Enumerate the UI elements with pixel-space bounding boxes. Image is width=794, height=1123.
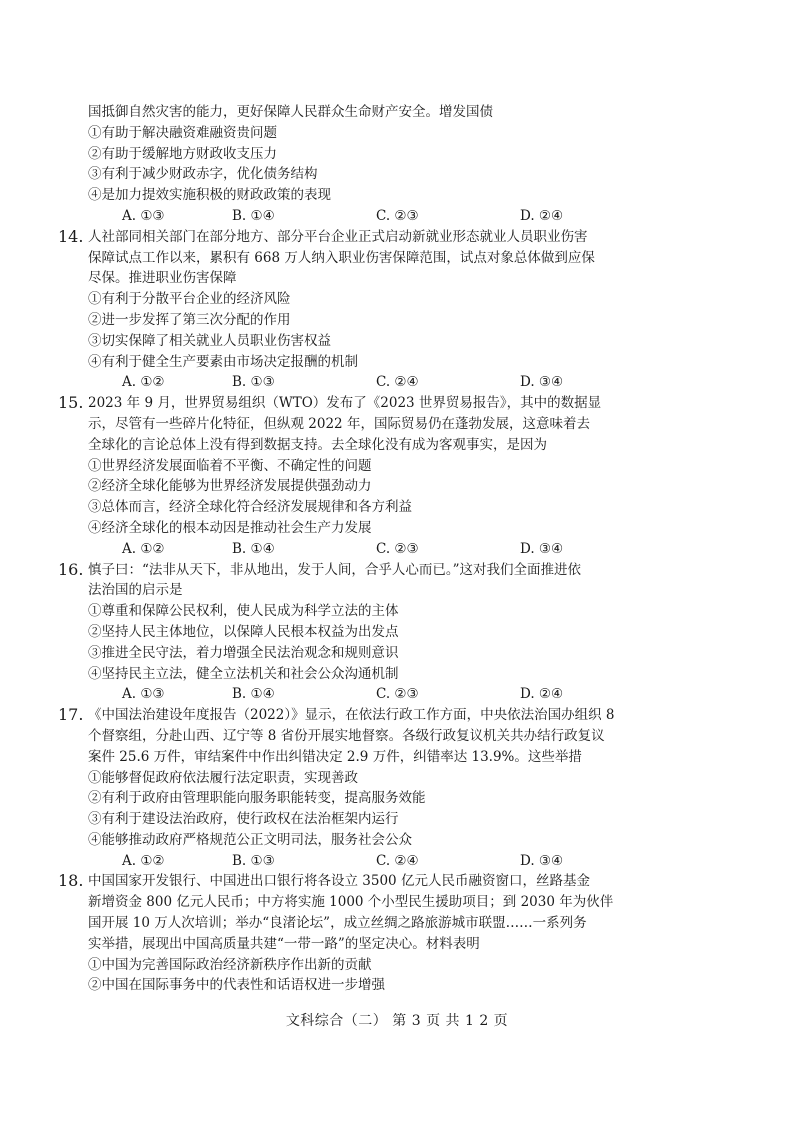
answer-choices <box>88 206 690 227</box>
answer-choices <box>88 539 690 560</box>
answer-choice: D. ②④ <box>520 207 564 224</box>
question-text-line: 示，尽管有一些碎片化特征，但纵观 2022 年，国际贸易仍在蓬勃发展，这意味着去 <box>88 415 590 432</box>
option-line: ③有利于减少财政赤字，优化债务结构 <box>88 166 318 183</box>
question-text-line: ②中国在国际事务中的代表性和话语权进一步增强 <box>88 977 385 994</box>
answer-choice: C. ②③ <box>376 686 419 703</box>
question-text-line: ②经济全球化能够为世界经济发展提供强劲动力 <box>88 478 372 495</box>
question-text-line: 国开展 10 万人次培训；举办“良渚论坛”，成立丝绸之路旅游城市联盟……一系列务 <box>88 915 587 932</box>
answer-choice: C. ②④ <box>376 852 419 869</box>
question-text-line: ④坚持民主立法，健全立法机关和社会公众沟通机制 <box>88 665 399 682</box>
answer-choice: A. ①② <box>122 852 165 869</box>
question-text-line: 新增资金 800 亿元人民币；中方将实施 1000 个小型民生援助项目；到 2030 年为伙伴 <box>88 894 614 911</box>
question-text-line: 2023 年 9 月，世界贸易组织（WTO）发布了《2023 世界贸易报告》，其中的数据显 <box>88 395 602 412</box>
question-number: 18. <box>58 871 84 891</box>
option-line: ④是加力提效实施积极的财政政策的表现 <box>88 187 331 204</box>
question-text-line: ④经济全球化的根本动因是推动社会生产力发展 <box>88 519 372 536</box>
answer-choices <box>88 684 690 705</box>
answer-choice: B. ①④ <box>232 686 275 703</box>
answer-choice: A. ①③ <box>122 686 165 703</box>
question-text-line: ②有利于政府由管理职能向服务职能转变，提高服务效能 <box>88 790 426 807</box>
question-text-line: ③有利于建设法治政府，使行政权在法治框架内运行 <box>88 811 399 828</box>
question-text-line: ③推进全民守法，着力增强全民法治观念和规则意识 <box>88 644 399 661</box>
answer-choice: B. ①③ <box>232 374 275 391</box>
question-number: 14. <box>58 226 84 246</box>
question-stem-line: 国抵御自然灾害的能力，更好保障人民群众生命财产安全。增发国债 <box>88 104 493 120</box>
question-text-line: 案件 25.6 万件，审结案件中作出纠错决定 2.9 万件，纠错率达 13.9%。这些举措 <box>88 748 582 765</box>
question-text-line: ②进一步发挥了第三次分配的作用 <box>88 311 291 328</box>
answer-choice: C. ②④ <box>376 374 419 391</box>
question-13-continuation <box>88 102 690 227</box>
question-text-line: ①世界经济发展面临着不平衡、不确定性的问题 <box>88 457 372 474</box>
question-block <box>58 226 690 393</box>
answer-choice: C. ②③ <box>376 207 419 224</box>
answer-choice: B. ①④ <box>232 207 275 224</box>
question-text-line: 实举措，展现出中国高质量共建“一带一路”的坚定决心。材料表明 <box>88 935 480 952</box>
question-text-line: ②坚持人民主体地位，以保障人民根本权益为出发点 <box>88 623 399 640</box>
answer-choice: B. ①④ <box>232 540 275 557</box>
answer-choice: B. ①③ <box>232 852 275 869</box>
question-text-line: ③切实保障了相关就业人员职业伤害权益 <box>88 332 331 349</box>
answer-choice: D. ③④ <box>520 852 564 869</box>
question-text-line: ①能够督促政府依法履行法定职责，实现善政 <box>88 769 358 786</box>
question-text-line: 人社部同相关部门在部分地方、部分平台企业正式启动新就业形态就业人员职业伤害 <box>88 228 588 245</box>
question-text-line: 法治国的启示是 <box>88 582 183 599</box>
question-text-line: ③总体而言，经济全球化符合经济发展规律和各方利益 <box>88 499 412 516</box>
answer-choice: C. ②③ <box>376 540 419 557</box>
question-text-line: ①中国为完善国际政治经济新秩序作出新的贡献 <box>88 956 372 973</box>
answer-choice: D. ③④ <box>520 374 564 391</box>
question-text-line: ④有利于健全生产要素由市场决定报酬的机制 <box>88 353 358 370</box>
answer-choice: A. ①③ <box>122 207 165 224</box>
question-text-line: 尽保。推进职业伤害保障 <box>88 270 237 287</box>
question-block <box>58 393 690 559</box>
question-block <box>58 871 690 996</box>
answer-choice: D. ③④ <box>520 540 564 557</box>
question-text-line: 全球化的言论总体上没有得到数据支持。去全球化没有成为客观事实，是因为 <box>88 436 547 453</box>
answer-choice: A. ①② <box>122 374 165 391</box>
answer-choices <box>88 372 690 393</box>
question-text-line: ①有利于分散平台企业的经济风险 <box>88 291 291 308</box>
question-number: 15. <box>58 393 84 413</box>
question-text-line: ①尊重和保障公民权利，使人民成为科学立法的主体 <box>88 603 399 620</box>
option-line: ②有助于缓解地方财政收支压力 <box>88 145 277 162</box>
question-text-line: 保障试点工作以来，累积有 668 万人纳入职业伤害保障范围，试点对象总体做到应保 <box>88 249 595 266</box>
question-number: 16. <box>58 559 84 579</box>
answer-choice: A. ①② <box>122 540 165 557</box>
page-footer: 文科综合（二） 第 3 页 共 1 2 页 <box>285 1013 509 1029</box>
answer-choice: D. ②④ <box>520 686 564 703</box>
answer-choices <box>88 851 690 872</box>
question-number: 17. <box>58 705 84 725</box>
question-text-line: ④能够推动政府严格规范公正文明司法，服务社会公众 <box>88 831 412 848</box>
question-content <box>58 102 690 996</box>
question-text-line: 《中国法治建设年度报告（2022）》显示，在依法行政工作方面，中央依法治国办组织 8 <box>88 707 615 724</box>
question-block <box>58 705 690 871</box>
question-text-line: 个督察组，分赴山西、辽宁等 8 省份开展实地督察。各级行政复议机关共办结行政复议 <box>88 727 605 744</box>
question-text-line: 慎子曰：“法非从天下，非从地出，发于人间，合乎人心而已。”这对我们全面推进依 <box>88 561 582 578</box>
option-line: ①有助于解决融资难融资贵问题 <box>88 124 277 141</box>
question-block <box>58 559 690 706</box>
question-text-line: 中国国家开发银行、中国进出口银行将各设立 3500 亿元人民币融资窗口，丝路基金 <box>88 873 590 890</box>
